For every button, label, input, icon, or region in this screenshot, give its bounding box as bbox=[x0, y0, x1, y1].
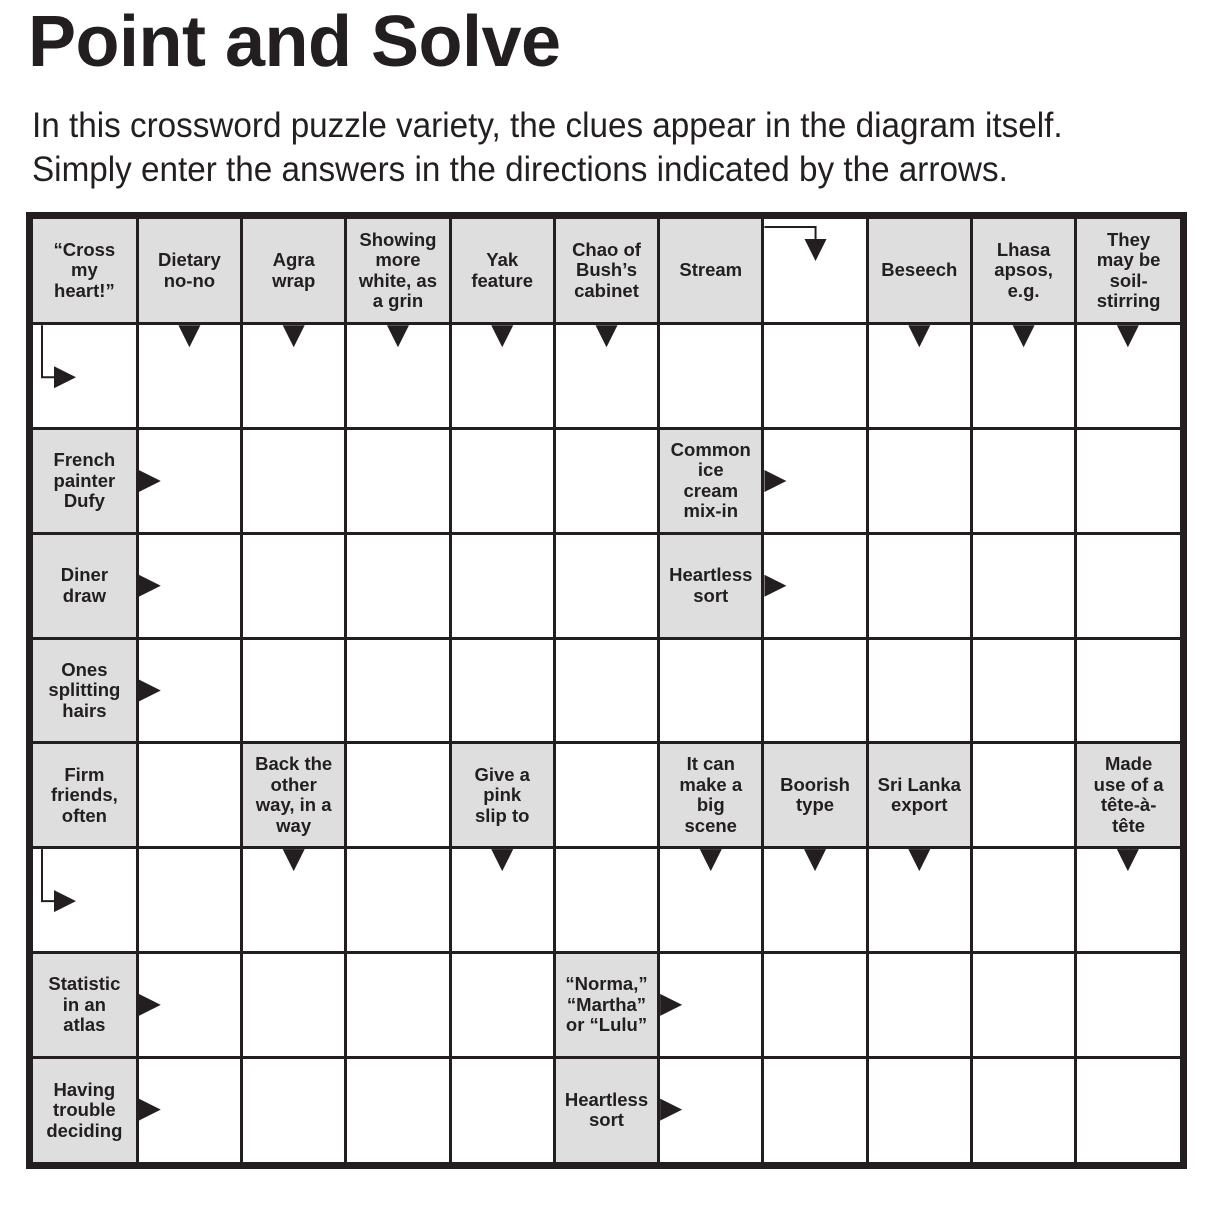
answer-cell[interactable] bbox=[764, 430, 865, 532]
clue-text-line: wrap bbox=[272, 269, 316, 291]
clue-text-line: may be bbox=[1096, 249, 1161, 271]
clue-text-line: more bbox=[375, 249, 421, 271]
clue-text-line: Stream bbox=[679, 259, 743, 281]
answer-cell[interactable] bbox=[660, 1059, 761, 1162]
answer-cell[interactable] bbox=[243, 640, 344, 742]
clue-text-line: trouble bbox=[53, 1099, 116, 1121]
answer-cell[interactable] bbox=[452, 430, 553, 532]
clue-text-line: big bbox=[696, 794, 725, 816]
clue-text bbox=[570, 240, 643, 302]
clue-cell bbox=[869, 219, 970, 322]
clue-text-line: apsos, bbox=[994, 259, 1053, 281]
clue-text-line: Chao of bbox=[572, 238, 641, 260]
answer-cell[interactable] bbox=[452, 954, 553, 1056]
clue-cell bbox=[33, 535, 136, 637]
answer-cell[interactable] bbox=[556, 849, 657, 951]
instructions-line-1: In this crossword puzzle variety, the clues appear in the diagram itself. bbox=[32, 106, 1063, 145]
clue-text-line: splitting bbox=[48, 679, 121, 701]
clue-text-line: or “Lulu” bbox=[565, 1014, 648, 1036]
answer-cell[interactable] bbox=[973, 325, 1074, 427]
clue-text-line: Ones bbox=[61, 658, 108, 680]
clue-cell bbox=[33, 430, 136, 532]
answer-cell[interactable] bbox=[243, 535, 344, 637]
clue-text-line: Showing bbox=[359, 228, 437, 250]
clue-cell bbox=[243, 219, 344, 322]
answer-cell[interactable] bbox=[139, 954, 240, 1056]
clue-text-line: way, in a bbox=[255, 794, 332, 816]
page-title: Point and Solve bbox=[28, 2, 561, 82]
clue-text bbox=[52, 240, 118, 302]
clue-text-line: slip to bbox=[474, 804, 530, 826]
clue-text bbox=[52, 450, 118, 512]
answer-cell[interactable] bbox=[347, 1059, 448, 1162]
clue-text-line: heart!” bbox=[54, 279, 115, 301]
clue-text-line: sort bbox=[589, 1109, 624, 1131]
answer-cell[interactable] bbox=[660, 640, 761, 742]
answer-cell[interactable] bbox=[33, 325, 136, 427]
clue-text bbox=[156, 250, 223, 291]
clue-cell bbox=[452, 219, 553, 322]
clue-text-line: tête-à- bbox=[1100, 794, 1157, 816]
clue-text-line: make a bbox=[679, 773, 743, 795]
clue-text-line: cream bbox=[683, 479, 739, 501]
clue-text-line: Firm bbox=[64, 763, 105, 785]
answer-cell[interactable] bbox=[764, 640, 865, 742]
answer-cell[interactable] bbox=[1077, 954, 1180, 1056]
clue-text-line: my bbox=[71, 259, 98, 281]
answer-cell[interactable] bbox=[869, 954, 970, 1056]
clue-text-line: “Martha” bbox=[566, 993, 647, 1015]
clue-text-line: tête bbox=[1112, 814, 1146, 836]
answer-cell[interactable] bbox=[347, 954, 448, 1056]
clue-cell bbox=[660, 535, 761, 637]
instructions-line-2: Simply enter the answers in the directions indicated by the arrows. bbox=[32, 150, 1008, 189]
clue-text bbox=[563, 1090, 650, 1131]
clue-text bbox=[669, 440, 753, 522]
clue-text bbox=[44, 1080, 124, 1142]
clue-text-line: ice bbox=[697, 459, 724, 481]
answer-cell[interactable] bbox=[139, 430, 240, 532]
answer-cell[interactable] bbox=[764, 954, 865, 1056]
clue-text bbox=[357, 230, 439, 312]
clue-cell bbox=[660, 744, 761, 846]
answer-cell[interactable] bbox=[869, 535, 970, 637]
clue-text bbox=[667, 565, 754, 606]
clue-text bbox=[253, 754, 334, 836]
clue-text-line: Sri Lanka bbox=[877, 773, 961, 795]
clue-cell bbox=[347, 219, 448, 322]
clue-text-line: Yak bbox=[486, 249, 519, 271]
answer-cell[interactable] bbox=[973, 430, 1074, 532]
answer-cell[interactable] bbox=[1077, 535, 1180, 637]
clue-text bbox=[677, 754, 744, 836]
clue-text-line: sort bbox=[693, 584, 729, 606]
answer-cell[interactable] bbox=[452, 1059, 553, 1162]
clue-text-line: Beseech bbox=[881, 259, 958, 281]
answer-cell[interactable] bbox=[347, 325, 448, 427]
answer-cell[interactable] bbox=[139, 325, 240, 427]
answer-cell[interactable] bbox=[347, 849, 448, 951]
clue-text-line: export bbox=[891, 794, 948, 816]
clue-cell bbox=[869, 744, 970, 846]
clue-cell bbox=[33, 219, 136, 322]
clue-text-line: cabinet bbox=[574, 279, 639, 301]
crossword-grid bbox=[26, 212, 1187, 1169]
clue-text bbox=[46, 660, 122, 722]
clue-cell bbox=[660, 430, 761, 532]
clue-cell bbox=[556, 954, 657, 1056]
answer-cell[interactable] bbox=[973, 1059, 1074, 1162]
clue-text-line: It can bbox=[686, 753, 735, 775]
clue-text-line: French bbox=[53, 449, 116, 471]
answer-cell[interactable] bbox=[139, 640, 240, 742]
clue-text-line: pink bbox=[483, 784, 522, 805]
answer-cell[interactable] bbox=[139, 1059, 240, 1162]
clue-text-line: “Norma,” bbox=[565, 973, 648, 995]
answer-cell[interactable] bbox=[243, 430, 344, 532]
clue-cell bbox=[139, 219, 240, 322]
clue-text bbox=[992, 240, 1055, 302]
clue-text-line: deciding bbox=[46, 1119, 123, 1141]
answer-cell[interactable] bbox=[139, 744, 240, 846]
clue-text-line: Dufy bbox=[63, 490, 105, 512]
clue-text-line: Lhasa bbox=[996, 238, 1051, 260]
answer-cell[interactable] bbox=[973, 849, 1074, 951]
answer-cell[interactable] bbox=[452, 325, 553, 427]
answer-cell[interactable] bbox=[1077, 430, 1180, 532]
clue-text-line: Heartless bbox=[564, 1088, 649, 1110]
clue-text-line: e.g. bbox=[1007, 279, 1040, 301]
clue-text-line: draw bbox=[62, 584, 106, 606]
answer-cell[interactable] bbox=[243, 954, 344, 1056]
clue-text-line: They bbox=[1107, 228, 1151, 250]
clue-cell bbox=[556, 1059, 657, 1162]
clue-text-line: Agra bbox=[272, 249, 315, 271]
clue-text-line: painter bbox=[53, 469, 116, 491]
clue-text-line: no-no bbox=[163, 269, 216, 291]
clue-cell bbox=[452, 744, 553, 846]
clue-text bbox=[563, 974, 649, 1036]
answer-cell[interactable] bbox=[556, 640, 657, 742]
clue-text-line: often bbox=[61, 804, 107, 826]
answer-cell[interactable] bbox=[139, 849, 240, 951]
answer-cell[interactable] bbox=[660, 325, 761, 427]
clue-text-line: hairs bbox=[62, 699, 107, 721]
answer-cell[interactable] bbox=[452, 849, 553, 951]
clue-cell bbox=[1077, 744, 1180, 846]
answer-cell[interactable] bbox=[1077, 640, 1180, 742]
clue-text-line: Common bbox=[670, 438, 751, 460]
answer-cell[interactable] bbox=[347, 430, 448, 532]
answer-cell[interactable] bbox=[556, 535, 657, 637]
clue-text-line: Heartless bbox=[669, 564, 753, 586]
clue-text-line: Statistic bbox=[48, 973, 121, 995]
answer-cell[interactable] bbox=[973, 640, 1074, 742]
clue-text-line: stirring bbox=[1096, 290, 1161, 312]
clue-text bbox=[469, 250, 535, 291]
clue-cell bbox=[243, 744, 344, 846]
clue-text-line: Made bbox=[1104, 753, 1153, 775]
clue-cell bbox=[556, 219, 657, 322]
answer-cell[interactable] bbox=[556, 430, 657, 532]
clue-text bbox=[1092, 754, 1166, 836]
clue-text bbox=[879, 260, 959, 281]
clue-cell bbox=[33, 1059, 136, 1162]
answer-cell[interactable] bbox=[973, 535, 1074, 637]
clue-cell bbox=[764, 744, 865, 846]
answer-cell[interactable] bbox=[1077, 1059, 1180, 1162]
answer-cell[interactable] bbox=[973, 954, 1074, 1056]
clue-text-line: “Cross bbox=[53, 238, 116, 260]
clue-text-line: white, as bbox=[358, 269, 438, 291]
clue-text-line: Having bbox=[53, 1078, 116, 1100]
clue-text-line: use of a bbox=[1093, 773, 1164, 795]
clue-text-line: Diner bbox=[60, 564, 109, 586]
clue-text-line: Boorish bbox=[780, 773, 850, 795]
answer-cell[interactable] bbox=[660, 849, 761, 951]
clue-text-line: soil- bbox=[1109, 269, 1148, 291]
answer-cell[interactable] bbox=[33, 849, 136, 951]
clue-text-line: atlas bbox=[63, 1014, 106, 1036]
clue-text bbox=[876, 775, 963, 816]
answer-cell[interactable] bbox=[764, 219, 865, 322]
clue-text-line: feature bbox=[471, 269, 534, 291]
clue-text-line: Bush’s bbox=[575, 259, 637, 281]
answer-cell[interactable] bbox=[1077, 849, 1180, 951]
clue-text bbox=[1095, 230, 1163, 312]
clue-text bbox=[270, 250, 317, 291]
answer-cell[interactable] bbox=[139, 535, 240, 637]
answer-cell[interactable] bbox=[764, 325, 865, 427]
clue-text-line: Back the bbox=[255, 753, 333, 775]
answer-cell[interactable] bbox=[556, 744, 657, 846]
clue-text-line: scene bbox=[684, 814, 737, 836]
answer-cell[interactable] bbox=[347, 640, 448, 742]
answer-cell[interactable] bbox=[243, 849, 344, 951]
answer-cell[interactable] bbox=[764, 535, 865, 637]
clue-text-line: a grin bbox=[372, 290, 424, 312]
clue-text bbox=[472, 765, 532, 827]
answer-cell[interactable] bbox=[764, 1059, 865, 1162]
answer-cell[interactable] bbox=[869, 325, 970, 427]
answer-cell[interactable] bbox=[452, 535, 553, 637]
clue-text-line: other bbox=[270, 773, 317, 795]
answer-cell[interactable] bbox=[869, 849, 970, 951]
clue-cell bbox=[33, 640, 136, 742]
answer-cell[interactable] bbox=[1077, 325, 1180, 427]
answer-cell[interactable] bbox=[869, 640, 970, 742]
clue-text bbox=[49, 765, 120, 827]
clue-text bbox=[59, 565, 110, 606]
answer-cell[interactable] bbox=[347, 535, 448, 637]
answer-cell[interactable] bbox=[243, 325, 344, 427]
clue-cell bbox=[33, 744, 136, 846]
answer-cell[interactable] bbox=[347, 744, 448, 846]
answer-cell[interactable] bbox=[764, 849, 865, 951]
instructions bbox=[32, 104, 1153, 192]
clue-text bbox=[677, 260, 744, 281]
clue-text bbox=[46, 974, 122, 1036]
clue-cell bbox=[1077, 219, 1180, 322]
clue-text-line: way bbox=[276, 814, 312, 836]
clue-text-line: Give a bbox=[474, 763, 530, 785]
clue-text-line: friends, bbox=[50, 784, 118, 805]
answer-cell[interactable] bbox=[869, 430, 970, 532]
clue-cell bbox=[660, 219, 761, 322]
clue-text bbox=[778, 775, 852, 816]
answer-cell[interactable] bbox=[556, 325, 657, 427]
answer-cell[interactable] bbox=[452, 640, 553, 742]
clue-cell bbox=[33, 954, 136, 1056]
clue-text-line: type bbox=[796, 794, 835, 816]
answer-cell[interactable] bbox=[243, 1059, 344, 1162]
answer-cell[interactable] bbox=[973, 744, 1074, 846]
clue-text-line: in an bbox=[62, 993, 106, 1015]
answer-cell[interactable] bbox=[660, 954, 761, 1056]
clue-text-line: mix-in bbox=[683, 500, 738, 522]
clue-cell bbox=[973, 219, 1074, 322]
answer-cell[interactable] bbox=[869, 1059, 970, 1162]
clue-text-line: Dietary bbox=[158, 249, 221, 271]
